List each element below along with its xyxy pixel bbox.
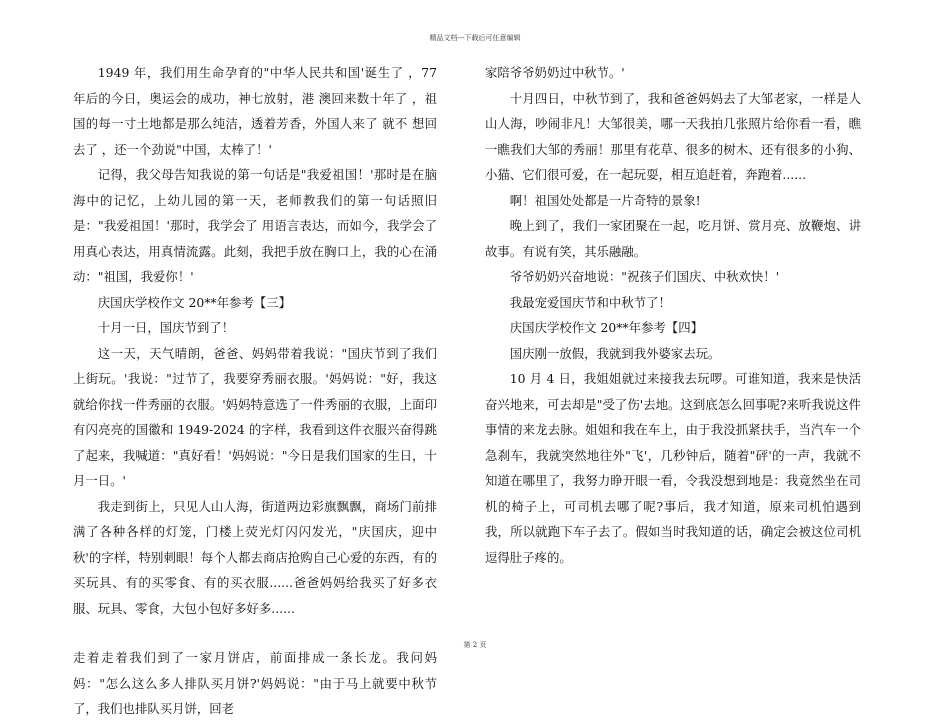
paragraph-1949: 1949 年，我们用生命孕育的"中华人民共和国'诞生了 ，77 年后的今日，奥运会的成功，神七放射，港 澳回来数十年了 ，祖国的每一寸土地都是那么纯洁，透着芳香，外国人来了 就不 想回去了 ，还一个劲说"中国，太棒了！' — [73, 65, 437, 157]
essay-heading-4: 庆国庆学校作文 20**年参考【四】 — [509, 320, 703, 335]
paragraph-favorite: 我最宠爱国庆节和中秋节了！ — [509, 294, 671, 310]
paragraph-street: 我走到街上，只见人山人海，街道两边彩旗飘飘，商场门前排满了各种各样的灯笼，门楼上荧光灯闪闪发光，"庆国庆，迎中秋'的字样，特别刺眼！每个人都去商店抢购自己心爱的东西，有的买玩具、有的买零食、有的买衣服......爸爸妈妈给我买了好多衣服、玩具、零食，大包小包好多好多...... — [73, 498, 437, 616]
paragraph-bus-story: 10 月 4 日，我姐姐就过来接我去玩啰。可谁知道，我来是快活奋兴地来，可去却是"受了伤'去地。这到底怎么回事呢?来听我说这件事情的来龙去脉。姐姐和我在车上，由于我没抓紧扶手，当汽车一个急刹车，我就突然地往外"飞'，几秒钟后，随着"砰'的一声，我就不知道在哪里了，我努力睁开眼一看，令我没想到地是：我竟然坐在司机的椅子上，可司机去哪了呢?事后，我才知道，原来司机怕遇到我，所以就跑下车子去了。假如当时我知道的话，确定会被这位司机逗得肚子疼的。 — [485, 371, 861, 565]
page-header: 精品文档---下载后可任意编辑 — [429, 34, 521, 42]
page-number: 第 2 页 — [463, 641, 487, 649]
left-column — [73, 60, 437, 722]
paragraph-evening: 晚上到了，我们一家团聚在一起，吃月饼、赏月亮、放鞭炮、讲故事。有说有笑，其乐融融。 — [485, 218, 861, 259]
paragraph-grandparents: 爷爷奶奶兴奋地说："祝孩子们国庆、中秋欢快！' — [509, 269, 780, 284]
paragraph-grandma-house: 国庆刚一放假，我就到我外婆家去玩。 — [509, 345, 721, 361]
paragraph-new-clothes: 这一天，天气晴朗，爸爸、妈妈带着我说："国庆节到了我们上街玩。'我说："过节了，我要穿秀丽衣服。'妈妈说："好，我这就给你找一件秀丽的衣服。'妈妈特意选了一件秀丽的衣服，上面印有闪亮亮的国徽和 1949-2024 的字样，我看到这件衣服兴奋得跳了起来，我喊道："真好看！'妈妈说："今日是我们国家的生日，十月一日。' — [73, 345, 437, 488]
essay-heading-3: 庆国庆学校作文 20**年参考【三】 — [97, 294, 291, 310]
right-column — [485, 60, 861, 570]
paragraph-exclaim: 啊！祖国处处都是一片奇特的景象! — [509, 192, 701, 208]
paragraph-mooncake-shop: 走着走着我们到了一家月饼店，前面排成一条长龙。我问妈妈："怎么这么多人排队买月饼?'妈妈说："由于马上就要中秋节了，我们也排队买月饼，回老 — [73, 650, 437, 716]
paragraph-continuation: 家陪爷爷奶奶过中秋节。' — [485, 65, 625, 80]
paragraph-oct4-hometown: 十月四日，中秋节到了，我和爸爸妈妈去了大邹老家，一样是人山人海，吵闹非凡！大邹很美，哪一天我拍几张照片给你看一看，瞧一瞧我们大邹的秀丽！那里有花草、很多的树木、还有很多的小狗、小猫、它们很可爱，在一起玩耍，相互追赶着，奔跑着...... — [485, 90, 861, 182]
paragraph-memory: 记得，我父母告知我说的第一句话是"我爱祖国！'那时是在脑海中的记忆，上幼儿园的第一天，老师教我们的第一句话照旧是："我爱祖国！'那时，我学会了 用语言表达，而如今，我学会了 用真心表达，用真情流露。此刻，我把手放在胸口上，我的心在涌动："祖国，我爱你！' — [73, 167, 437, 284]
paragraph-oct1: 十月一日，国庆节到了！ — [97, 320, 235, 335]
